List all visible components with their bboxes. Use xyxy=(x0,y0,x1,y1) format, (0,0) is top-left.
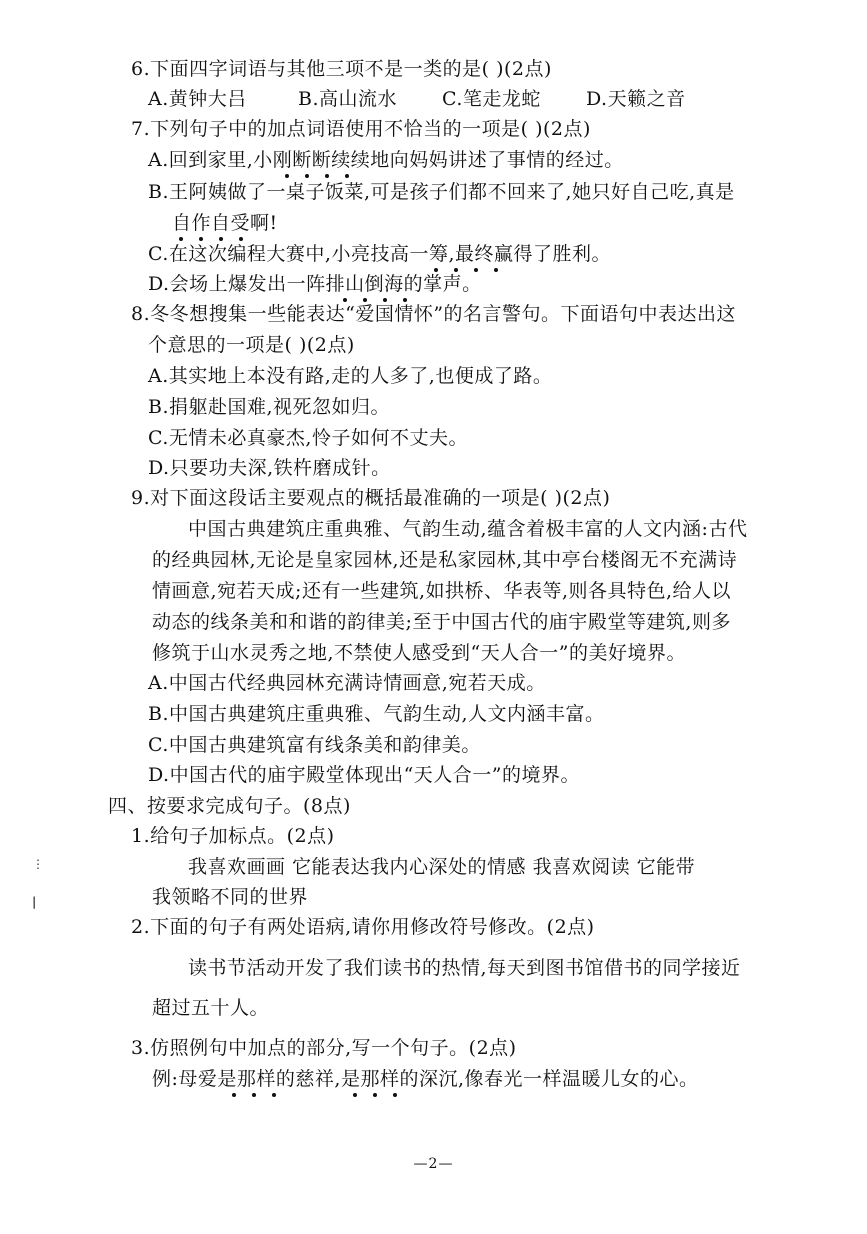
s4-q3-stem: 3.仿照例句中加点的部分,写一个句子。(2点) xyxy=(131,1037,517,1059)
q8-option-c: C.无情未必真豪杰,怜子如何不丈夫。 xyxy=(148,427,468,449)
section-4-title: 四、按要求完成句子。(8点) xyxy=(108,795,351,817)
q9-passage-line2: 的经典园林,无论是皇家园林,还是私家园林,其中亭台楼阁无不充满诗 xyxy=(152,549,738,571)
q9-option-b: B.中国古典建筑庄重典雅、气韵生动,人文内涵丰富。 xyxy=(148,703,605,725)
q9-option-d: D.中国古代的庙宇殿堂体现出“天人合一”的境界。 xyxy=(148,764,581,786)
q8-stem-line1: 8.冬冬想搜集一些能表达“爱国情怀”的名言警句。下面语句中表达出这 xyxy=(131,303,737,325)
q7-option-b-line1: B.王阿姨做了一桌子饭菜,可是孩子们都不回来了,她只好自己吃,真是 xyxy=(148,181,735,203)
s4-q2-stem: 2.下面的句子有两处语病,请你用修改符号修改。(2点) xyxy=(131,916,595,938)
emphasis-dot-group-s4q3 xyxy=(232,1093,397,1097)
s4-q1-sentence-line1: 我喜欢画画 它能表达我内心深处的情感 我喜欢阅读 它能带 xyxy=(188,856,696,878)
binding-bar-mark: | xyxy=(32,895,37,909)
q9-passage-line3: 情画意,宛若天成;还有一些建筑,如拱桥、华表等,则各具特色,给人以 xyxy=(152,580,732,602)
s4-q1-stem: 1.给句子加标点。(2点) xyxy=(131,825,335,847)
page-number: —2— xyxy=(413,1156,454,1172)
emphasis-dot-group-q7a xyxy=(285,174,349,178)
q7-option-c: C.在这次编程大赛中,小亮技高一筹,最终赢得了胜利。 xyxy=(148,243,611,265)
binding-dots-mark: ⋮ xyxy=(32,857,44,871)
q6-stem: 6.下面四字词语与其他三项不是一类的是( )(2点) xyxy=(131,58,552,80)
q7-option-d: D.会场上爆发出一阵排山倒海的掌声。 xyxy=(148,273,482,295)
q6-option-a: A.黄钟大吕 xyxy=(148,88,247,110)
s4-q1-sentence-line2: 我领略不同的世界 xyxy=(152,886,309,908)
q6-options xyxy=(148,87,686,111)
s4-q3-example: 例:母爱是那样的慈祥,是那样的深沉,像春光一样温暖儿女的心。 xyxy=(152,1068,699,1090)
emphasis-dot-group-q7b xyxy=(179,237,243,241)
q9-option-a: A.中国古代经典园林充满诗情画意,宛若天成。 xyxy=(148,672,546,694)
q9-passage-line4: 动态的线条美和和谐的韵律美;至于中国古代的庙宇殿堂等建筑,则多 xyxy=(152,611,731,633)
q6-option-b: B.高山流水 xyxy=(298,88,398,110)
q8-stem-line2: 个意思的一项是( )(2点) xyxy=(148,334,355,356)
q8-option-b: B.捐躯赴国难,视死忽如归。 xyxy=(148,396,391,418)
s4-q2-sentence-line2: 超过五十人。 xyxy=(152,997,270,1019)
q9-option-c: C.中国古典建筑富有线条美和韵律美。 xyxy=(148,734,481,756)
q7-stem: 7.下列句子中的加点词语使用不恰当的一项是( )(2点) xyxy=(131,118,591,140)
q7-option-a: A.回到家里,小刚断断续续地向妈妈讲述了事情的经过。 xyxy=(148,149,624,171)
q8-option-d: D.只要功夫深,铁杵磨成针。 xyxy=(148,457,391,479)
q9-passage-line1: 中国古典建筑庄重典雅、气韵生动,蕴含着极丰富的人文内涵:古代 xyxy=(188,518,748,540)
q9-stem: 9.对下面这段话主要观点的概括最准确的一项是( )(2点) xyxy=(131,487,611,509)
q6-option-c: C.笔走龙蛇 xyxy=(442,88,541,110)
q9-passage-line5: 修筑于山水灵秀之地,不禁使人感受到“天人合一”的美好境界。 xyxy=(152,642,686,664)
s4-q2-sentence-line1: 读书节活动开发了我们读书的热情,每天到图书馆借书的同学接近 xyxy=(188,957,741,979)
q6-option-d: D.天籁之音 xyxy=(586,88,686,110)
q7-option-b-line2: 自作自受啊! xyxy=(172,212,278,234)
q8-option-a: A.其实地上本没有路,走的人多了,也便成了路。 xyxy=(148,365,553,387)
